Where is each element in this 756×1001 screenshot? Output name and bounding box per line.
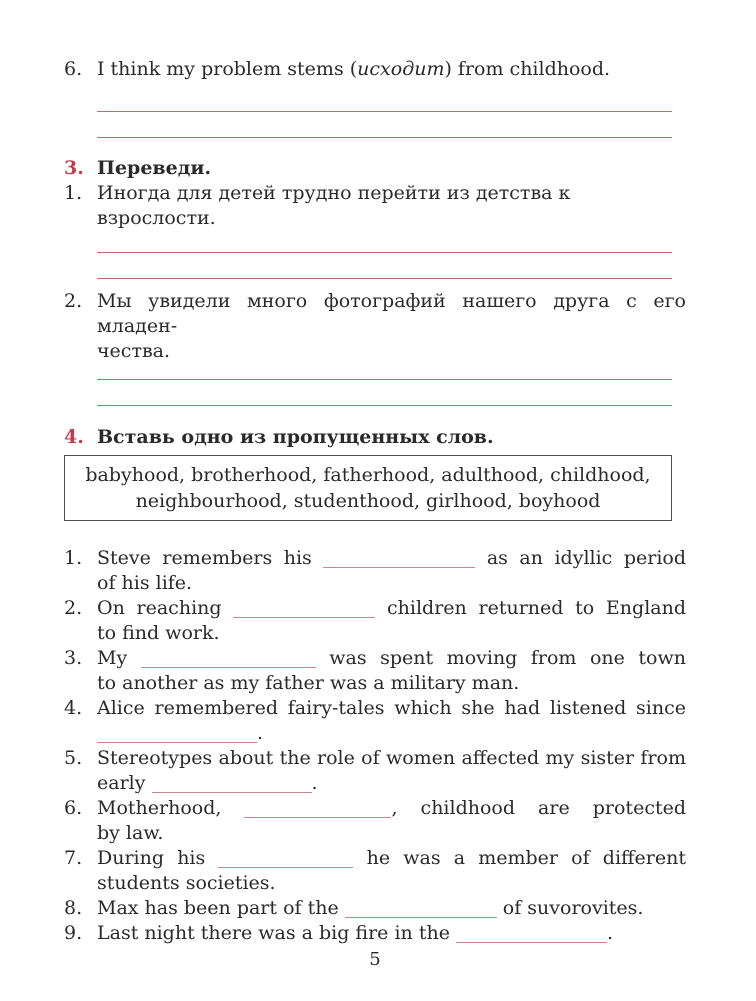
item-text-segment: , childhood are protected: [391, 797, 686, 819]
section3-heading: [64, 156, 686, 181]
section-number: 4.: [64, 426, 84, 448]
section3-item-1: [64, 181, 686, 231]
item-text: [97, 871, 686, 896]
item-text: [97, 721, 686, 746]
item-text-segment: My: [97, 647, 128, 669]
item-text-segment: .: [607, 922, 614, 944]
item-text: [97, 821, 686, 846]
item-text: [97, 921, 686, 946]
section-title-text: Переведи.: [97, 157, 212, 179]
section-title: [97, 156, 686, 181]
item-text: [97, 846, 686, 871]
item-text-segment: чества.: [97, 340, 171, 362]
item-text-segment: children returned to England: [387, 597, 687, 619]
item-text: [97, 571, 686, 596]
item-text: [97, 339, 686, 364]
item-text-segment: I think my problem stems (: [97, 58, 358, 80]
section-title: [97, 425, 686, 450]
item-number: 2.: [64, 597, 83, 619]
answer-line[interactable]: [97, 82, 672, 112]
item-text-segment: to another as my father was a military man.: [97, 672, 520, 694]
word-bank-line: babyhood, brotherhood, fatherhood, adulthood, childhood,: [85, 464, 651, 486]
item-number: 6.: [64, 58, 83, 80]
item-text: [97, 746, 686, 771]
section-title-text: Вставь одно из пропущенных слов.: [97, 426, 494, 448]
item-text: [97, 696, 686, 721]
answer-blank[interactable]: [97, 724, 257, 743]
answer-blank[interactable]: [218, 849, 353, 868]
item-text: [97, 546, 686, 571]
exercise4-item-2: [64, 596, 686, 646]
item-text: [97, 896, 686, 921]
answer-line[interactable]: [97, 380, 672, 406]
word-bank-box: [64, 455, 672, 521]
item-number: 8.: [64, 897, 83, 919]
answer-line[interactable]: [97, 253, 672, 279]
answer-blank[interactable]: [141, 649, 316, 668]
item-text-segment: by law.: [97, 822, 164, 844]
item-text: [97, 289, 686, 339]
item-text-segment: early: [97, 772, 146, 794]
item-text-segment: as an idyllic period: [486, 547, 686, 569]
item-text: [97, 771, 686, 796]
item-text-segment: Alice remembered fairy-tales which she had listened since: [97, 697, 686, 719]
section3-item-2: [64, 289, 686, 364]
item-text-segment: Steve remembers his: [97, 547, 312, 569]
item-text: [97, 57, 686, 82]
item-text-segment: to find work.: [97, 622, 220, 644]
item-text-segment: he was a member of different: [366, 847, 686, 869]
word-bank-line: neighbourhood, studenthood, girlhood, boyhood: [135, 490, 601, 512]
exercise4-item-9: [64, 921, 686, 946]
exercise4-item-3: [64, 646, 686, 696]
item-number: 1.: [64, 547, 83, 569]
exercise2-item-6: [64, 57, 686, 82]
item-text-segment: Max has been part of the: [97, 897, 339, 919]
section-number: 3.: [64, 157, 84, 179]
exercise4-item-4: [64, 696, 686, 746]
item-text-segment: Last night there was a big fire in the: [97, 922, 450, 944]
answer-blank[interactable]: [345, 899, 497, 918]
item-number: 3.: [64, 647, 83, 669]
exercise4-item-1: [64, 546, 686, 596]
item-number: 9.: [64, 922, 83, 944]
item-number: 6.: [64, 797, 83, 819]
item-text: [97, 621, 686, 646]
item-text-segment: Иногда для детей трудно перейти из детства к взрослости.: [97, 182, 571, 229]
exercise4-item-7: [64, 846, 686, 896]
item-text-segment: On reaching: [97, 597, 222, 619]
item-text-segment: During his: [97, 847, 206, 869]
item-text-segment: Motherhood,: [97, 797, 222, 819]
item-text-segment: .: [257, 722, 264, 744]
answer-blank[interactable]: [456, 924, 607, 943]
item-text-segment: Stereotypes about the role of women affected my sister from: [97, 747, 686, 769]
item-text-segment: was spent moving from one town: [329, 647, 686, 669]
answer-blank[interactable]: [152, 774, 312, 793]
item-text: [97, 671, 686, 696]
answer-blank[interactable]: [233, 599, 375, 618]
item-number: 1.: [64, 182, 83, 204]
item-text-segment: Мы увидели много фотографий нашего друга с его младен-: [97, 290, 686, 337]
item-number: 7.: [64, 847, 83, 869]
answer-line[interactable]: [97, 112, 672, 138]
item-text-segment: students societies.: [97, 872, 276, 894]
item-text: [97, 646, 686, 671]
item-text: [97, 181, 686, 231]
exercise4-item-5: [64, 746, 686, 796]
item-text: [97, 796, 686, 821]
item-number: 5.: [64, 747, 83, 769]
answer-blank[interactable]: [244, 799, 391, 818]
exercise4-item-8: [64, 896, 686, 921]
exercise4-items: [64, 546, 686, 946]
item-text-segment: of suvorovites.: [502, 897, 644, 919]
item-number: 4.: [64, 697, 83, 719]
answer-line[interactable]: [97, 364, 672, 380]
item-text: [97, 596, 686, 621]
item-text-segment: of his life.: [97, 572, 193, 594]
item-text-segment: ) from childhood.: [444, 58, 611, 80]
translation-hint: исходит: [357, 58, 445, 80]
section4-heading: [64, 425, 686, 450]
page-number: 5: [369, 949, 381, 970]
answer-blank[interactable]: [323, 549, 475, 568]
exercise4-item-6: [64, 796, 686, 846]
item-number: 2.: [64, 290, 83, 312]
item-text-segment: .: [311, 772, 318, 794]
answer-line[interactable]: [97, 231, 672, 253]
